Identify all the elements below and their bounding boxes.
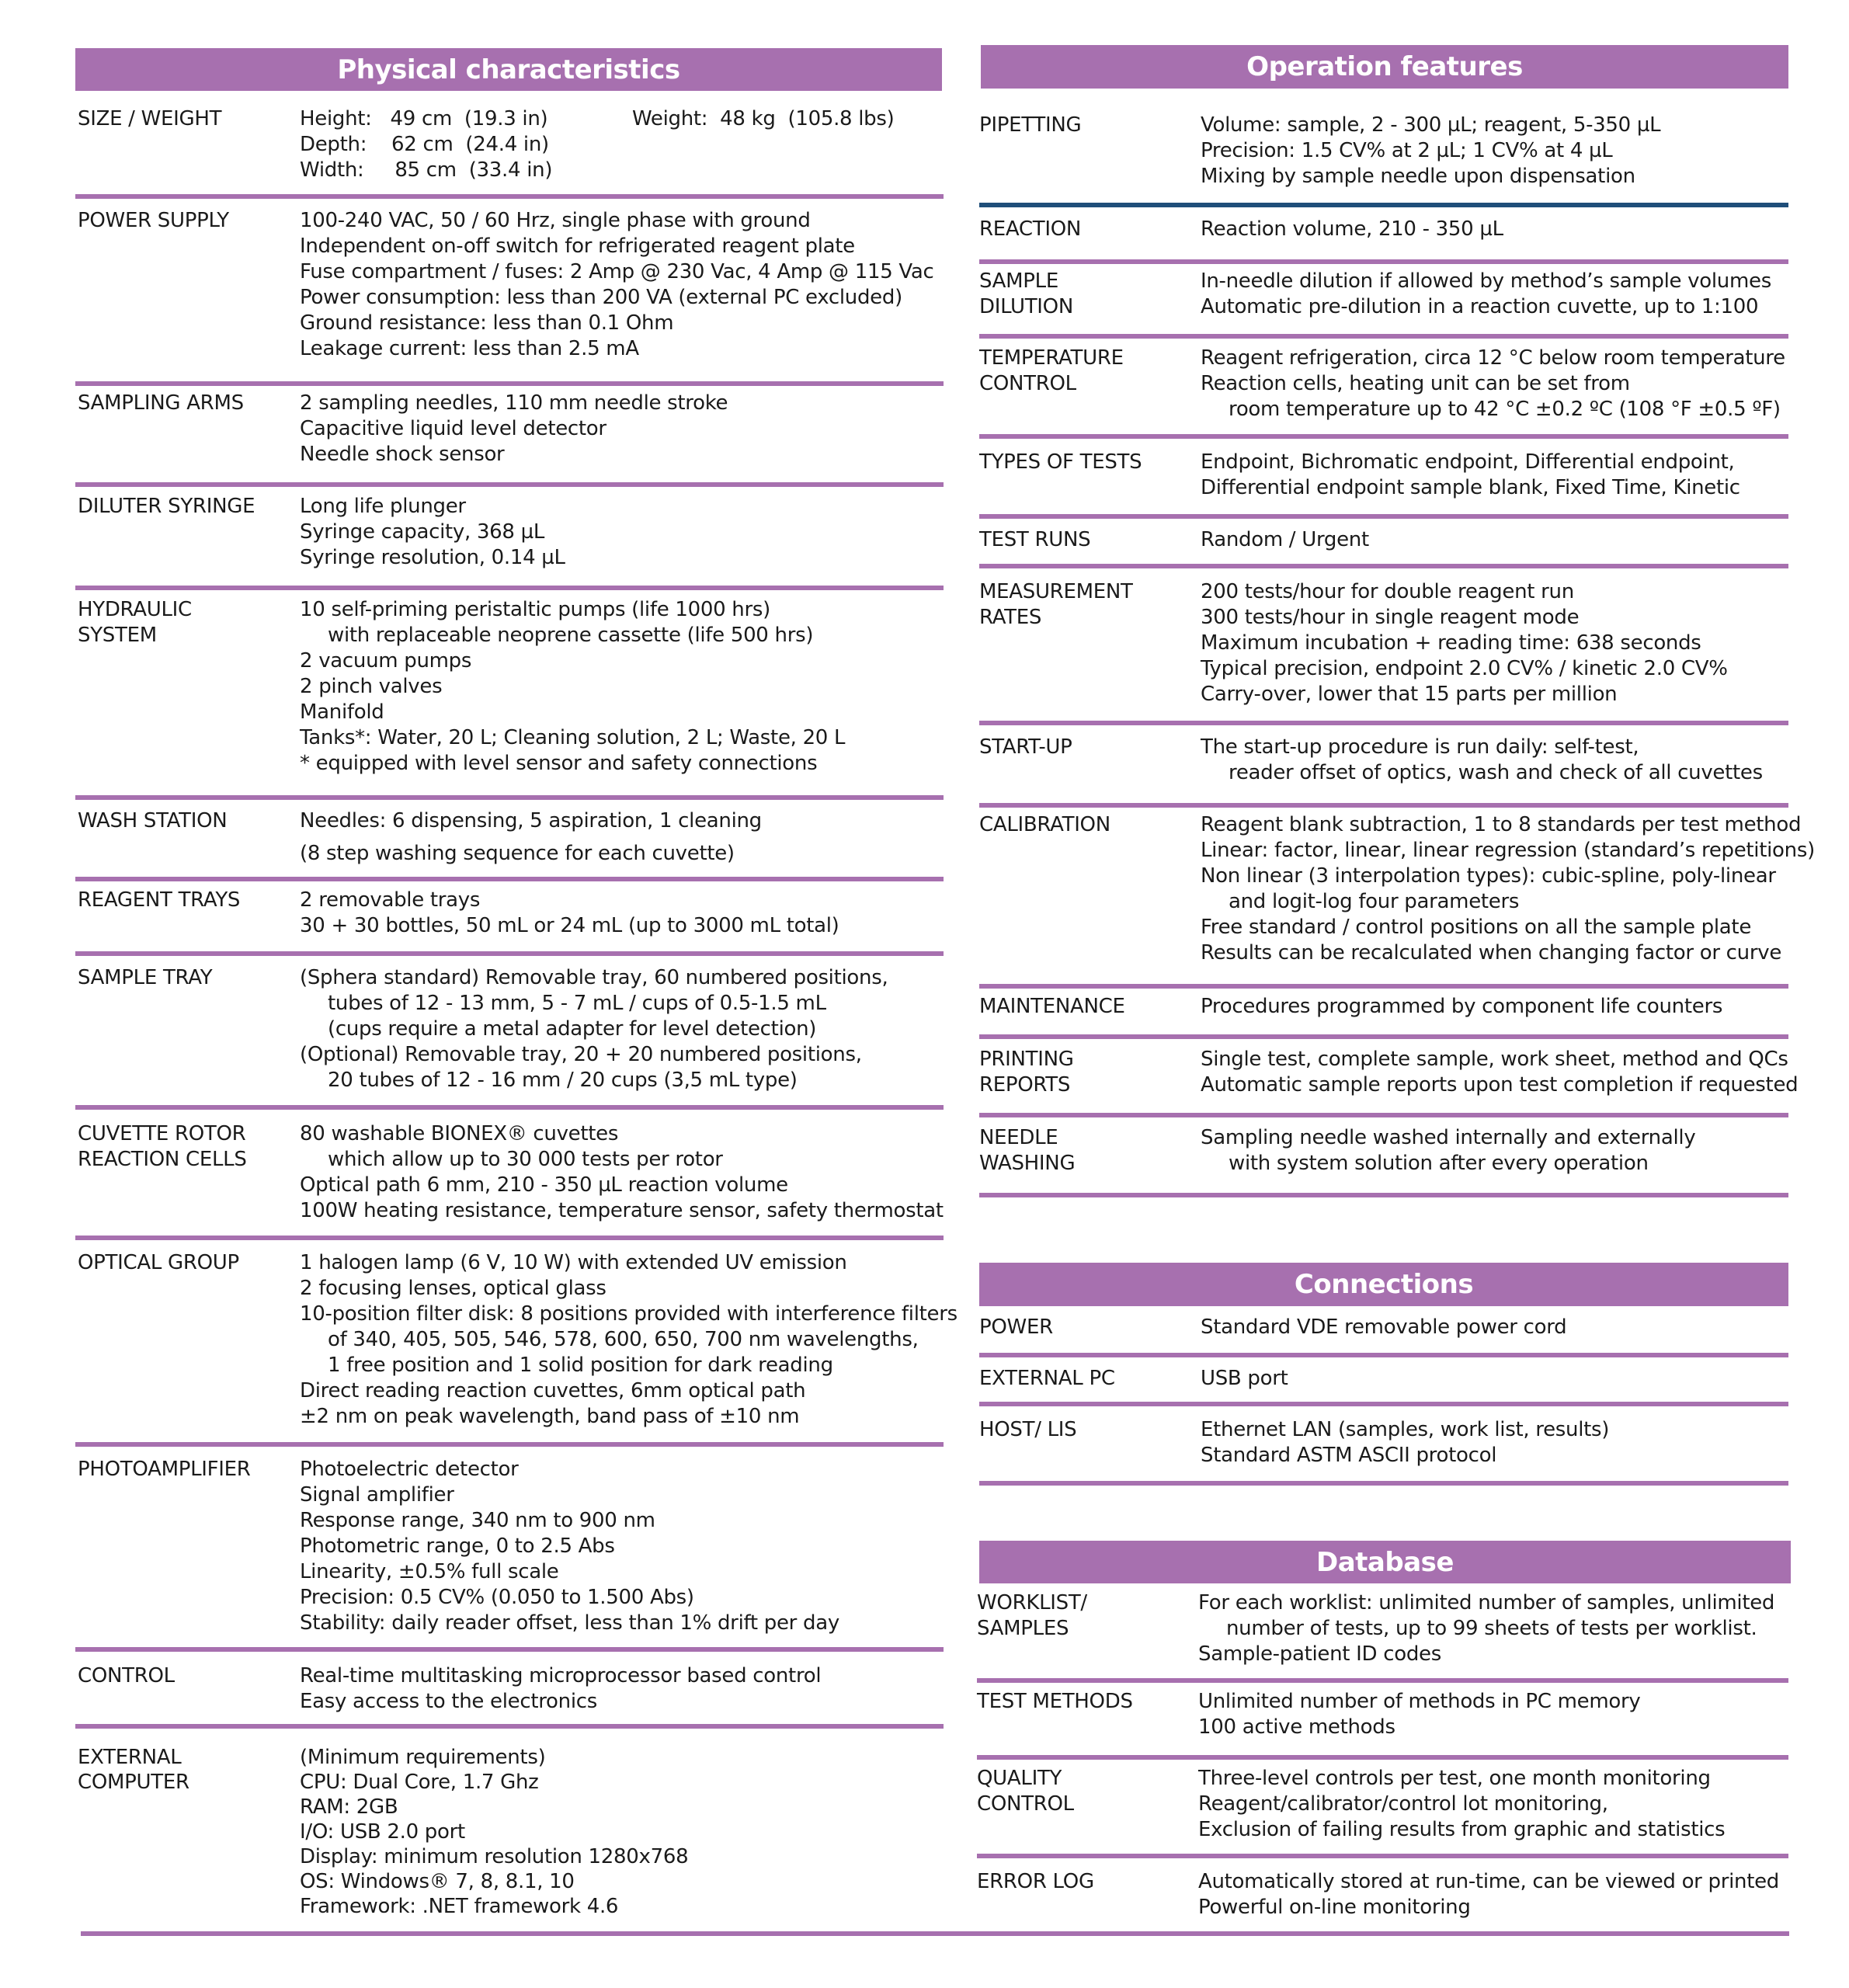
- section-divider-blue: [979, 203, 1788, 207]
- section-divider: [75, 381, 944, 386]
- spec-value-line: Leakage current: less than 2.5 mA: [300, 337, 639, 360]
- spec-value-line: Reagent/calibrator/control lot monitoring,: [1198, 1792, 1608, 1816]
- spec-value-line: 200 tests/hour for double reagent run: [1201, 580, 1574, 603]
- spec-value-line: which allow up to 30 000 tests per rotor: [328, 1148, 723, 1171]
- spec-value-line: Photoelectric detector: [300, 1458, 519, 1481]
- section-divider: [979, 1034, 1788, 1039]
- spec-value-line: and logit-log four parameters: [1229, 890, 1520, 913]
- spec-label: HYDRAULIC SYSTEM: [78, 598, 192, 647]
- spec-value-line: (Optional) Removable tray, 20 + 20 numbered positions,: [300, 1043, 862, 1066]
- spec-label: EXTERNAL COMPUTER: [78, 1746, 189, 1794]
- spec-value-line: Free standard / control positions on all the sample plate: [1201, 916, 1752, 939]
- spec-values: [1201, 346, 1785, 422]
- spec-value-line: Capacitive liquid level detector: [300, 417, 606, 440]
- spec-values: [1201, 994, 1722, 1020]
- spec-label: REAGENT TRAYS: [78, 888, 241, 912]
- section-divider: [979, 514, 1788, 519]
- spec-value-line: Random / Urgent: [1201, 528, 1369, 551]
- spec-value-line: RAM: 2GB: [300, 1795, 398, 1819]
- spec-value-line: Power consumption: less than 200 VA (external PC excluded): [300, 286, 902, 309]
- spec-values: [300, 208, 934, 362]
- spec-value-line: Tanks*: Water, 20 L; Cleaning solution, 2 L; Waste, 20 L: [300, 726, 846, 749]
- spec-value-line: Reagent blank subtraction, 1 to 8 standards per test method: [1201, 813, 1802, 836]
- spec-values: [300, 1457, 839, 1636]
- spec-label: MEASUREMENT RATES: [979, 580, 1133, 629]
- operation-features-header: [981, 45, 1788, 89]
- spec-label: OPTICAL GROUP: [78, 1251, 239, 1274]
- spec-label: PHOTOAMPLIFIER: [78, 1458, 251, 1481]
- spec-value-line: Syringe capacity, 368 µL: [300, 520, 545, 544]
- spec-value-line: Volume: sample, 2 - 300 µL; reagent, 5-350 µL: [1201, 113, 1661, 137]
- spec-value-line: For each worklist: unlimited number of samples, unlimited: [1198, 1591, 1775, 1614]
- section-divider: [979, 1193, 1788, 1197]
- spec-label: MAINTENANCE: [979, 995, 1125, 1018]
- spec-value-line: Automatically stored at run-time, can be viewed or printed: [1198, 1870, 1780, 1893]
- spec-value-line: number of tests, up to 99 sheets of tests per worklist.: [1226, 1617, 1757, 1640]
- spec-value-line: 10-position filter disk: 8 positions provided with interference filters: [300, 1302, 958, 1326]
- spec-value-line: 100-240 VAC, 50 / 60 Hrz, single phase with ground: [300, 209, 811, 232]
- spec-value-line: reader offset of optics, wash and check of all cuvettes: [1229, 761, 1763, 784]
- spec-value-line: ±2 nm on peak wavelength, band pass of ±10 nm: [300, 1405, 800, 1428]
- spec-value-line: 100W heating resistance, temperature sensor, safety thermostat: [300, 1199, 944, 1222]
- spec-value-line: Reaction volume, 210 - 350 µL: [1201, 217, 1503, 241]
- spec-label: SAMPLING ARMS: [78, 391, 244, 415]
- section-divider: [979, 259, 1788, 264]
- spec-label: WORKLIST/ SAMPLES: [977, 1591, 1087, 1640]
- spec-value-line: Ground resistance: less than 0.1 Ohm: [300, 311, 674, 335]
- spec-value-line: Carry-over, lower that 15 parts per million: [1201, 683, 1618, 706]
- spec-value-line: Standard ASTM ASCII protocol: [1201, 1444, 1497, 1467]
- spec-value-line: 100 active methods: [1198, 1715, 1395, 1739]
- section-divider: [75, 1647, 944, 1652]
- spec-label: SAMPLE TRAY: [78, 966, 213, 989]
- spec-value-line: Direct reading reaction cuvettes, 6mm optical path: [300, 1379, 806, 1402]
- spec-value-line: tubes of 12 - 13 mm, 5 - 7 mL / cups of 0.5-1.5 mL: [328, 992, 826, 1015]
- spec-value-line: Reaction cells, heating unit can be set from: [1201, 372, 1630, 395]
- spec-values: [1201, 269, 1771, 320]
- spec-label: QUALITY CONTROL: [977, 1767, 1074, 1816]
- spec-value-line: Precision: 0.5 CV% (0.050 to 1.500 Abs): [300, 1586, 694, 1609]
- spec-value-line: Results can be recalculated when changing factor or curve: [1201, 941, 1782, 964]
- spec-value-line: 2 removable trays: [300, 888, 481, 912]
- spec-value-line: Ethernet LAN (samples, work list, results): [1201, 1418, 1610, 1441]
- section-divider: [979, 434, 1788, 439]
- section-divider: [75, 1105, 944, 1110]
- spec-value-line: 2 sampling needles, 110 mm needle stroke: [300, 391, 728, 415]
- spec-value-line: 2 pinch valves: [300, 675, 443, 698]
- spec-values: [1198, 1590, 1774, 1667]
- spec-values: [300, 805, 762, 870]
- spec-row-size-weight: [78, 106, 940, 192]
- spec-label: ERROR LOG: [977, 1870, 1094, 1893]
- spec-label: WASH STATION: [78, 809, 228, 832]
- spec-value-line: with replaceable neoprene cassette (life 500 hrs): [328, 624, 814, 647]
- spec-label: PIPETTING: [979, 113, 1082, 137]
- spec-value-line: 300 tests/hour in single reagent mode: [1201, 606, 1580, 629]
- section-divider: [979, 1113, 1788, 1117]
- spec-value-line: In-needle dilution if allowed by method’s sample volumes: [1201, 269, 1771, 293]
- spec-values: [1201, 812, 1815, 966]
- spec-values: [300, 965, 888, 1093]
- dimension-height: Height: 49 cm (19.3 in): [300, 107, 548, 130]
- spec-value-line: 20 tubes of 12 - 16 mm / 20 cups (3,5 mL type): [328, 1069, 798, 1092]
- spec-value-line: with system solution after every operation: [1229, 1152, 1649, 1175]
- section-divider: [75, 482, 944, 487]
- spec-value-line: Mixing by sample needle upon dispensation: [1201, 165, 1635, 188]
- spec-values: [300, 1663, 821, 1715]
- spec-label: REACTION: [979, 217, 1082, 241]
- spec-value-line: I/O: USB 2.0 port: [300, 1820, 465, 1844]
- spec-values: [1198, 1869, 1779, 1920]
- spec-values: [1201, 1315, 1566, 1340]
- spec-value-line: 30 + 30 bottles, 50 mL or 24 mL (up to 3000 mL total): [300, 914, 839, 937]
- spec-value-line: Automatic pre-dilution in a reaction cuvette, up to 1:100: [1201, 295, 1759, 318]
- spec-value-line: Linearity, ±0.5% full scale: [300, 1560, 559, 1583]
- spec-value-line: Reagent refrigeration, circa 12 °C below room temperature: [1201, 346, 1785, 370]
- spec-values: [300, 1121, 944, 1224]
- weight-value: Weight: 48 kg (105.8 lbs): [632, 107, 895, 130]
- spec-label: CALIBRATION: [979, 813, 1110, 836]
- spec-value-line: (Minimum requirements): [300, 1746, 546, 1769]
- spec-values: [1201, 1125, 1695, 1176]
- section-divider: [977, 1678, 1788, 1683]
- section-divider: [979, 1481, 1788, 1486]
- section-divider: [75, 795, 944, 800]
- spec-value-line: Procedures programmed by component life counters: [1201, 995, 1723, 1018]
- section-divider: [75, 1442, 944, 1447]
- spec-value-line: Sample-patient ID codes: [1198, 1642, 1441, 1666]
- spec-label: HOST/ LIS: [979, 1418, 1077, 1441]
- spec-value-line: Single test, complete sample, work sheet, method and QCs: [1201, 1048, 1788, 1071]
- section-divider: [75, 586, 944, 590]
- section-divider: [75, 1724, 944, 1729]
- spec-label: DILUTER SYRINGE: [78, 495, 255, 518]
- spec-label: POWER SUPPLY: [78, 209, 229, 232]
- spec-value-line: Needles: 6 dispensing, 5 aspiration, 1 cleaning: [300, 809, 762, 832]
- spec-values: [1198, 1689, 1640, 1740]
- database-header: [979, 1541, 1791, 1583]
- section-divider: [977, 1755, 1788, 1760]
- section-divider: [977, 1854, 1788, 1858]
- spec-value-line: Optical path 6 mm, 210 - 350 µL reaction volume: [300, 1173, 788, 1197]
- spec-value-line: 1 halogen lamp (6 V, 10 W) with extended UV emission: [300, 1251, 847, 1274]
- spec-value-line: Non linear (3 interpolation types): cubic-spline, poly-linear: [1201, 864, 1776, 888]
- spec-value-line: Maximum incubation + reading time: 638 seconds: [1201, 631, 1701, 655]
- spec-value-line: Precision: 1.5 CV% at 2 µL; 1 CV% at 4 µL: [1201, 139, 1613, 162]
- spec-values: [1201, 579, 1728, 707]
- spec-value-line: Response range, 340 nm to 900 nm: [300, 1509, 655, 1532]
- spec-label: CONTROL: [78, 1664, 175, 1687]
- spec-values: [300, 1250, 958, 1430]
- connections-title: Connections: [1294, 1269, 1474, 1300]
- spec-label: NEEDLE WASHING: [979, 1126, 1076, 1175]
- operation-features-title: Operation features: [1246, 51, 1523, 82]
- spec-value-line: Differential endpoint sample blank, Fixed Time, Kinetic: [1201, 476, 1740, 499]
- spec-value-line: 1 free position and 1 solid position for dark reading: [328, 1354, 833, 1377]
- spec-label: SIZE / WEIGHT: [78, 107, 222, 130]
- spec-values: [300, 597, 845, 777]
- spec-value-line: CPU: Dual Core, 1.7 Ghz: [300, 1771, 539, 1794]
- spec-values: [1201, 1047, 1798, 1098]
- spec-label: START-UP: [979, 735, 1072, 759]
- spec-value-line: Signal amplifier: [300, 1483, 454, 1507]
- spec-label: TEST METHODS: [977, 1690, 1133, 1713]
- spec-value-line: Framework: .NET framework 4.6: [300, 1895, 619, 1918]
- spec-values: [1201, 735, 1763, 786]
- spec-values: [300, 494, 565, 571]
- spec-value-line: room temperature up to 42 °C ±0.2 ºC (108 °F ±0.5 ºF): [1229, 398, 1781, 421]
- bottom-divider: [81, 1931, 1789, 1936]
- spec-value-line: Needle shock sensor: [300, 443, 505, 466]
- spec-value-line: Easy access to the electronics: [300, 1690, 598, 1713]
- spec-value-line: (cups require a metal adapter for level detection): [328, 1017, 817, 1041]
- section-divider: [979, 803, 1788, 808]
- dimension-width: Width: 85 cm (33.4 in): [300, 158, 553, 182]
- spec-values: [1201, 1417, 1609, 1468]
- spec-value-line: The start-up procedure is run daily: self-test,: [1201, 735, 1639, 759]
- spec-label: CUVETTE ROTOR REACTION CELLS: [78, 1122, 247, 1171]
- spec-value-line: * equipped with level sensor and safety connections: [300, 752, 818, 775]
- spec-value-line: 80 washable BIONEX® cuvettes: [300, 1122, 619, 1145]
- spec-values: [300, 391, 728, 467]
- spec-label: POWER: [979, 1315, 1053, 1339]
- section-divider: [75, 877, 944, 881]
- section-divider: [979, 1353, 1788, 1357]
- spec-values: [1201, 113, 1660, 189]
- spec-value-line: (8 step washing sequence for each cuvette): [300, 842, 735, 865]
- spec-label: TYPES OF TESTS: [979, 450, 1142, 474]
- spec-value-line: (Sphera standard) Removable tray, 60 numbered positions,: [300, 966, 888, 989]
- section-divider: [75, 951, 944, 956]
- spec-value-line: Powerful on-line monitoring: [1198, 1896, 1471, 1919]
- spec-value-line: Manifold: [300, 700, 384, 724]
- spec-label: PRINTING REPORTS: [979, 1048, 1074, 1097]
- spec-value-line: 2 vacuum pumps: [300, 649, 472, 673]
- section-divider: [979, 721, 1788, 725]
- spec-label: SAMPLE DILUTION: [979, 269, 1073, 318]
- spec-values: [1198, 1766, 1725, 1843]
- section-divider: [979, 1402, 1788, 1406]
- dimension-depth: Depth: 62 cm (24.4 in): [300, 133, 549, 156]
- spec-label: EXTERNAL PC: [979, 1367, 1115, 1390]
- spec-value-line: Long life plunger: [300, 495, 466, 518]
- connections-header: [979, 1263, 1788, 1306]
- spec-values: [1201, 450, 1740, 501]
- spec-value-line: Standard VDE removable power cord: [1201, 1315, 1567, 1339]
- spec-value-line: Stability: daily reader offset, less than 1% drift per day: [300, 1611, 839, 1635]
- spec-value-line: Sampling needle washed internally and externally: [1201, 1126, 1696, 1149]
- spec-label: TEST RUNS: [979, 528, 1091, 551]
- spec-value-line: 10 self-priming peristaltic pumps (life 1000 hrs): [300, 598, 770, 621]
- section-divider: [75, 194, 944, 199]
- spec-values: [300, 888, 839, 939]
- spec-value-line: Endpoint, Bichromatic endpoint, Differential endpoint,: [1201, 450, 1735, 474]
- spec-value-line: Three-level controls per test, one month monitoring: [1198, 1767, 1711, 1790]
- spec-value-line: Exclusion of failing results from graphic and statistics: [1198, 1818, 1726, 1841]
- spec-value-line: Independent on-off switch for refrigerated reagent plate: [300, 235, 855, 258]
- spec-value-line: of 340, 405, 505, 546, 578, 600, 650, 700 nm wavelengths,: [328, 1328, 919, 1351]
- spec-value-line: USB port: [1201, 1367, 1288, 1390]
- spec-value-line: Display: minimum resolution 1280x768: [300, 1845, 689, 1868]
- physical-characteristics-header: [75, 48, 942, 91]
- spec-values: [1201, 217, 1503, 242]
- spec-value-line: Linear: factor, linear, linear regression (standard’s repetitions): [1201, 839, 1815, 862]
- spec-value-line: Typical precision, endpoint 2.0 CV% / kinetic 2.0 CV%: [1201, 657, 1728, 680]
- spec-values: [1201, 527, 1369, 553]
- spec-value-line: Fuse compartment / fuses: 2 Amp @ 230 Vac, 4 Amp @ 115 Vac: [300, 260, 934, 283]
- section-divider: [75, 1236, 944, 1240]
- spec-value-line: Real-time multitasking microprocessor based control: [300, 1664, 822, 1687]
- spec-values: [1201, 1366, 1288, 1392]
- spec-value-line: OS: Windows® 7, 8, 8.1, 10: [300, 1870, 575, 1893]
- section-divider: [979, 564, 1788, 568]
- spec-value-line: Automatic sample reports upon test completion if requested: [1201, 1073, 1799, 1097]
- spec-value-line: Photometric range, 0 to 2.5 Abs: [300, 1534, 615, 1558]
- spec-value-line: 2 focusing lenses, optical glass: [300, 1277, 606, 1300]
- spec-label: TEMPERATURE CONTROL: [979, 346, 1124, 395]
- spec-values: [300, 1745, 688, 1919]
- database-title: Database: [1316, 1546, 1454, 1578]
- section-divider: [979, 984, 1788, 989]
- physical-characteristics-title: Physical characteristics: [337, 54, 680, 85]
- dimensions-list: [300, 106, 552, 183]
- spec-value-line: Syringe resolution, 0.14 µL: [300, 546, 565, 569]
- spec-value-line: Unlimited number of methods in PC memory: [1198, 1690, 1641, 1713]
- section-divider: [979, 334, 1788, 339]
